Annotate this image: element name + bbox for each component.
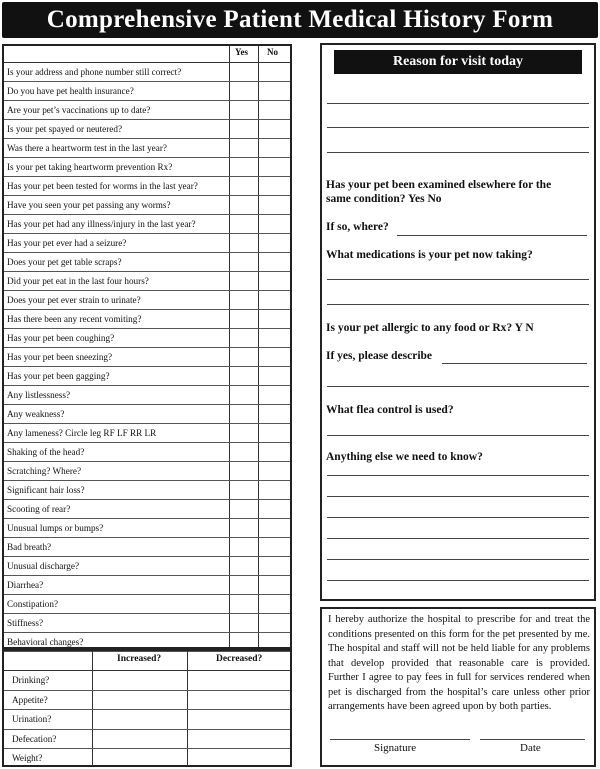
changes-table xyxy=(2,649,292,767)
question-text: Is your pet taking heartworm prevention Rx? xyxy=(7,162,173,172)
question-text: Are your pet’s vaccinations up to date? xyxy=(7,105,151,115)
question-row xyxy=(4,595,290,614)
increased-cell[interactable] xyxy=(93,710,187,729)
yes-checkbox-cell[interactable] xyxy=(230,177,258,195)
question-row xyxy=(4,101,290,120)
no-checkbox-cell[interactable] xyxy=(259,234,290,252)
yes-checkbox-cell[interactable] xyxy=(230,196,258,214)
changes-item-label: Appetite? xyxy=(12,694,48,705)
reason-header: Reason for visit today xyxy=(334,50,582,74)
question-text: Scratching? Where? xyxy=(7,466,82,476)
question-text: Has your pet been tested for worms in the last year? xyxy=(7,181,198,191)
question-text: Is your address and phone number still correct? xyxy=(7,67,182,77)
flea-control-question: What flea control is used? xyxy=(326,404,454,416)
question-row xyxy=(4,462,290,481)
yes-checkbox-cell[interactable] xyxy=(230,557,258,575)
changes-item-label: Drinking? xyxy=(12,675,50,685)
increased-cell[interactable] xyxy=(93,691,187,710)
changes-row xyxy=(4,691,290,711)
no-checkbox-cell[interactable] xyxy=(259,291,290,309)
yes-checkbox-cell[interactable] xyxy=(230,120,258,138)
question-row xyxy=(4,614,290,633)
no-checkbox-cell[interactable] xyxy=(259,348,290,366)
yes-checkbox-cell[interactable] xyxy=(230,139,258,157)
question-text: Did your pet eat in the last four hours? xyxy=(7,276,149,286)
yes-checkbox-cell[interactable] xyxy=(230,519,258,537)
yes-checkbox-cell[interactable] xyxy=(230,367,258,385)
no-checkbox-cell[interactable] xyxy=(259,500,290,518)
no-checkbox-cell[interactable] xyxy=(259,101,290,119)
question-text: Has there been any recent vomiting? xyxy=(7,314,142,324)
question-text: Significant hair loss? xyxy=(7,485,85,495)
no-checkbox-cell[interactable] xyxy=(259,405,290,423)
decreased-cell[interactable] xyxy=(188,691,290,710)
date-label: Date xyxy=(520,742,541,754)
question-text: Any lameness? Circle leg RF LF RR LR xyxy=(7,428,157,438)
decreased-column-header: Decreased? xyxy=(216,654,263,664)
yes-checkbox-cell[interactable] xyxy=(230,63,258,81)
yes-checkbox-cell[interactable] xyxy=(230,386,258,404)
signature-line[interactable] xyxy=(330,739,470,740)
question-row xyxy=(4,196,290,215)
yes-checkbox-cell[interactable] xyxy=(230,500,258,518)
question-row xyxy=(4,557,290,576)
yes-checkbox-cell[interactable] xyxy=(230,538,258,556)
anything-else-write-line[interactable] xyxy=(327,496,589,497)
yes-checkbox-cell[interactable] xyxy=(230,424,258,442)
no-checkbox-cell[interactable] xyxy=(259,614,290,632)
question-text: Constipation? xyxy=(7,599,59,609)
question-text: Bad breath? xyxy=(7,542,52,552)
question-text: Does your pet get table scraps? xyxy=(7,257,122,267)
question-text: Stiffness? xyxy=(7,618,44,628)
date-line[interactable] xyxy=(480,739,585,740)
no-checkbox-cell[interactable] xyxy=(259,538,290,556)
question-row xyxy=(4,272,290,291)
question-text: Any weakness? xyxy=(7,409,65,419)
no-column-header: No xyxy=(267,47,278,57)
describe-question: If yes, please describe xyxy=(326,350,433,362)
question-text: Has your pet been coughing? xyxy=(7,333,115,343)
yes-checkbox-cell[interactable] xyxy=(230,329,258,347)
yes-checkbox-cell[interactable] xyxy=(230,443,258,461)
question-text: Was there a heartworm test in the last year? xyxy=(7,143,167,153)
decreased-cell[interactable] xyxy=(188,710,290,729)
question-row xyxy=(4,253,290,272)
question-text: Do you have pet health insurance? xyxy=(7,86,134,96)
question-row xyxy=(4,481,290,500)
form-title: Comprehensive Patient Medical History Form xyxy=(2,2,598,38)
question-row xyxy=(4,82,290,101)
question-row xyxy=(4,63,290,82)
no-checkbox-cell[interactable] xyxy=(259,120,290,138)
no-checkbox-cell[interactable] xyxy=(259,196,290,214)
increased-column-header: Increased? xyxy=(117,654,162,664)
changes-item-label: Weight? xyxy=(12,753,43,763)
question-row xyxy=(4,234,290,253)
reason-write-line[interactable] xyxy=(327,127,589,128)
anything-else-write-line[interactable] xyxy=(327,538,589,539)
medications-write-line[interactable] xyxy=(327,304,589,305)
reason-write-line[interactable] xyxy=(327,152,589,153)
no-checkbox-cell[interactable] xyxy=(259,481,290,499)
question-row xyxy=(4,443,290,462)
decreased-cell[interactable] xyxy=(188,671,290,690)
no-checkbox-cell[interactable] xyxy=(259,253,290,271)
yes-checkbox-cell[interactable] xyxy=(230,215,258,233)
question-text: Has your pet been sneezing? xyxy=(7,352,113,362)
question-text: Unusual lumps or bumps? xyxy=(7,523,104,533)
no-checkbox-cell[interactable] xyxy=(259,158,290,176)
signature-label: Signature xyxy=(374,742,417,754)
question-row xyxy=(4,291,290,310)
question-row xyxy=(4,405,290,424)
changes-row xyxy=(4,710,290,730)
medications-question: What medications is your pet now taking? xyxy=(326,249,533,261)
anything-else-write-line[interactable] xyxy=(327,559,589,560)
authorization-text: I hereby authorize the hospital to prescribe for and treat the conditions presented on this form for the pet presented by me. The hospital and staff will not be held liable for any problems that develop provided that reasonable care is provided. Further I agree to pay fees in full for services rendered when pet is discharged from the hospital’s care unless other prior arrangements have been agreed upon by both parties. xyxy=(328,614,590,712)
no-checkbox-cell[interactable] xyxy=(259,82,290,100)
yes-checkbox-cell[interactable] xyxy=(230,158,258,176)
authorization-box xyxy=(320,607,596,767)
question-row xyxy=(4,310,290,329)
question-row xyxy=(4,386,290,405)
no-checkbox-cell[interactable] xyxy=(259,367,290,385)
question-text: Has your pet been gagging? xyxy=(7,371,110,381)
changes-row xyxy=(4,730,290,750)
question-row xyxy=(4,158,290,177)
yes-checkbox-cell[interactable] xyxy=(230,348,258,366)
no-checkbox-cell[interactable] xyxy=(259,139,290,157)
yes-checkbox-cell[interactable] xyxy=(230,310,258,328)
yes-checkbox-cell[interactable] xyxy=(230,272,258,290)
question-row xyxy=(4,329,290,348)
decreased-cell[interactable] xyxy=(188,749,290,769)
reason-write-line[interactable] xyxy=(327,103,589,104)
changes-row xyxy=(4,749,290,769)
no-checkbox-cell[interactable] xyxy=(259,519,290,537)
question-row xyxy=(4,538,290,557)
no-checkbox-cell[interactable] xyxy=(259,310,290,328)
increased-cell[interactable] xyxy=(93,730,187,749)
allergic-question: Is your pet allergic to any food or Rx? Y N xyxy=(326,322,534,334)
no-checkbox-cell[interactable] xyxy=(259,215,290,233)
yes-column-header: Yes xyxy=(235,47,248,57)
medications-write-line[interactable] xyxy=(327,279,589,280)
yes-checkbox-cell[interactable] xyxy=(230,291,258,309)
changes-item-label: Defecation? xyxy=(12,733,57,744)
question-row xyxy=(4,215,290,234)
question-text: Shaking of the head? xyxy=(7,447,85,457)
yes-checkbox-cell[interactable] xyxy=(230,595,258,613)
question-text: Is your pet spayed or neutered? xyxy=(7,124,123,134)
history-questions-table xyxy=(2,44,292,649)
increased-cell[interactable] xyxy=(93,671,187,690)
decreased-cell[interactable] xyxy=(188,730,290,749)
question-text: Diarrhea? xyxy=(7,580,44,590)
yes-checkbox-cell[interactable] xyxy=(230,576,258,594)
question-text: Behavioral changes? xyxy=(7,637,84,647)
question-row xyxy=(4,367,290,386)
where-write-line[interactable] xyxy=(397,235,587,236)
no-checkbox-cell[interactable] xyxy=(259,63,290,81)
changes-header xyxy=(4,651,290,671)
describe-write-line[interactable] xyxy=(442,363,587,364)
question-row xyxy=(4,576,290,595)
question-text: Have you seen your pet passing any worms? xyxy=(7,200,171,210)
flea-control-write-line[interactable] xyxy=(327,435,589,436)
no-checkbox-cell[interactable] xyxy=(259,177,290,195)
anything-else-question: Anything else we need to know? xyxy=(326,451,483,463)
yes-checkbox-cell[interactable] xyxy=(230,82,258,100)
examined-elsewhere-question-cont: same condition? Yes No xyxy=(326,193,442,205)
table-header xyxy=(4,46,290,63)
increased-cell[interactable] xyxy=(93,749,187,769)
question-text: Does your pet ever strain to urinate? xyxy=(7,295,141,305)
yes-checkbox-cell[interactable] xyxy=(230,234,258,252)
anything-else-write-line[interactable] xyxy=(327,475,589,476)
question-row xyxy=(4,348,290,367)
yes-checkbox-cell[interactable] xyxy=(230,614,258,632)
question-text: Unusual discharge? xyxy=(7,561,80,571)
yes-checkbox-cell[interactable] xyxy=(230,101,258,119)
anything-else-write-line[interactable] xyxy=(327,517,589,518)
question-text: Has your pet had any illness/injury in the last year? xyxy=(7,219,196,229)
question-row xyxy=(4,120,290,139)
no-checkbox-cell[interactable] xyxy=(259,443,290,461)
anything-else-write-line[interactable] xyxy=(327,580,589,581)
no-checkbox-cell[interactable] xyxy=(259,462,290,480)
no-checkbox-cell[interactable] xyxy=(259,329,290,347)
changes-item-label: Urination? xyxy=(12,714,52,724)
describe-write-line[interactable] xyxy=(327,386,589,387)
no-checkbox-cell[interactable] xyxy=(259,576,290,594)
yes-checkbox-cell[interactable] xyxy=(230,462,258,480)
no-checkbox-cell[interactable] xyxy=(259,595,290,613)
question-row xyxy=(4,519,290,538)
examined-elsewhere-question: Has your pet been examined elsewhere for the xyxy=(326,179,552,191)
changes-row xyxy=(4,671,290,691)
where-question: If so, where? xyxy=(326,221,389,233)
no-checkbox-cell[interactable] xyxy=(259,386,290,404)
question-text: Any listlessness? xyxy=(7,390,71,400)
no-checkbox-cell[interactable] xyxy=(259,272,290,290)
question-row xyxy=(4,139,290,158)
question-row xyxy=(4,177,290,196)
reason-for-visit-box xyxy=(320,43,596,601)
question-text: Scooting of rear? xyxy=(7,504,71,514)
yes-checkbox-cell[interactable] xyxy=(230,253,258,271)
question-row xyxy=(4,424,290,443)
question-text: Has your pet ever had a seizure? xyxy=(7,238,127,248)
yes-checkbox-cell[interactable] xyxy=(230,481,258,499)
question-row xyxy=(4,500,290,519)
no-checkbox-cell[interactable] xyxy=(259,424,290,442)
no-checkbox-cell[interactable] xyxy=(259,557,290,575)
yes-checkbox-cell[interactable] xyxy=(230,405,258,423)
